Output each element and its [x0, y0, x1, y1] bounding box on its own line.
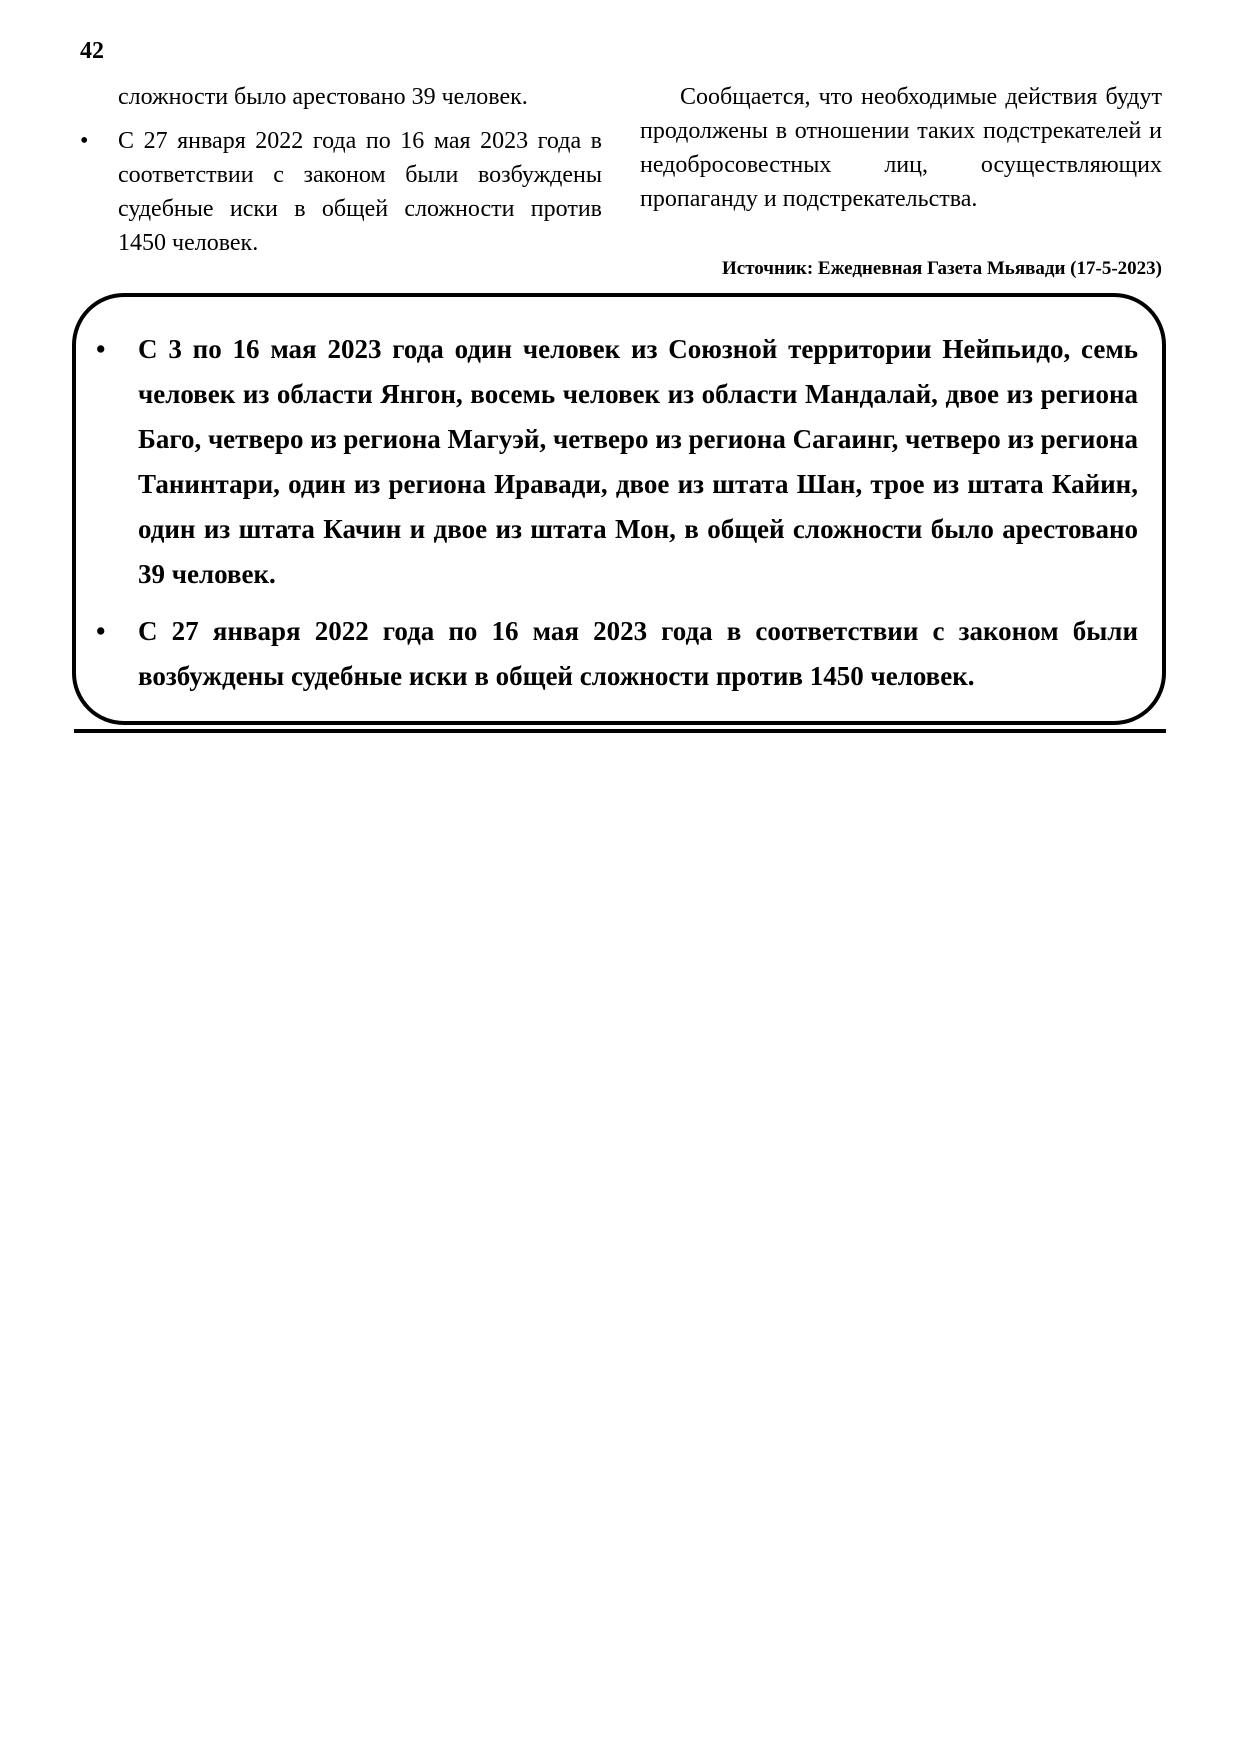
summary-bullet-list — [76, 297, 1162, 699]
right-column — [640, 80, 1162, 216]
left-bullet-list — [78, 124, 602, 260]
list-item: • С 27 января 2022 года по 16 мая 2023 года в соответствии с законом были возбуждены судебные иски в общей сложности против 1450 человек. — [138, 609, 1138, 699]
left-column — [78, 80, 602, 260]
page-number: 42 — [80, 38, 104, 64]
body-paragraph: Сообщается, что необходимые действия будут продолжены в отношении таких подстрекателей и недобросовестных лиц, осуществляющих пропаганду и подстрекательства. — [640, 84, 1162, 212]
source-citation: Источник: Ежедневная Газета Мьявади (17-5-2023) — [722, 258, 1162, 279]
list-item: • С 27 января 2022 года по 16 мая 2023 года в соответствии с законом были возбуждены судебные иски в общей сложности против 1450 человек. — [78, 124, 602, 260]
summary-box — [72, 293, 1166, 725]
continuation-text: сложности было арестовано 39 человек. — [118, 84, 528, 110]
list-item: • С 3 по 16 мая 2023 года один человек из Союзной территории Нейпьидо, семь человек из области Янгон, восемь человек из области Мандалай, двое из региона Баго, четверо из региона Магуэй, четверо из региона Сагаинг, четверо из региона Танинтари, один из региона Иравади, двое из штата Шан, трое из штата Кайин, один из штата Качин и двое из штата Мон, в общей сложности было арестовано 39 человек. — [138, 327, 1138, 597]
horizontal-divider — [74, 729, 1166, 733]
